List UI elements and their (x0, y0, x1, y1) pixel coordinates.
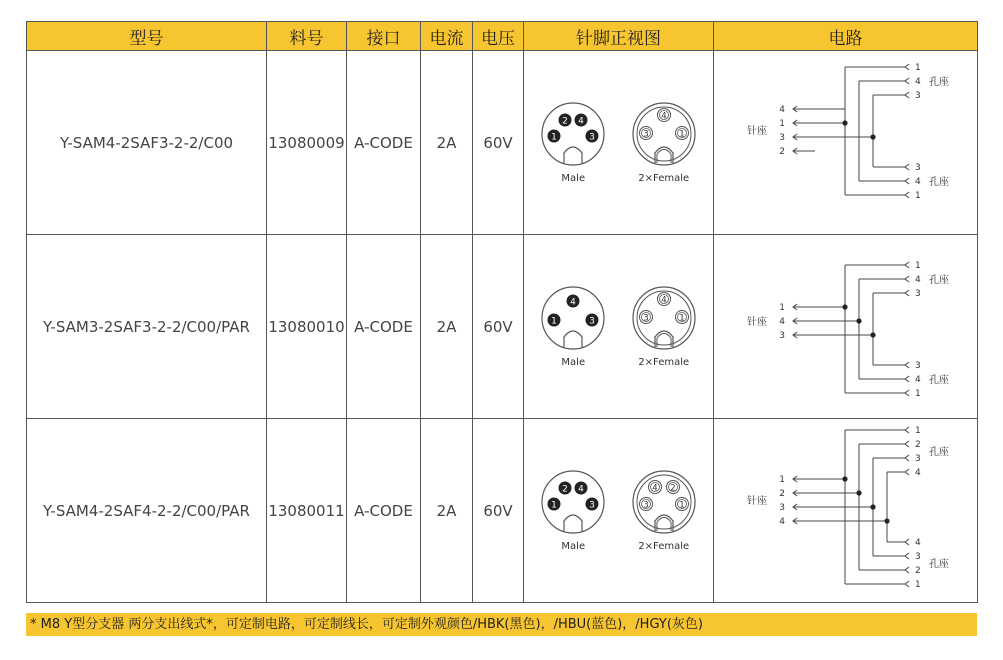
circuit-diagram (715, 424, 977, 594)
male-label: Male (561, 173, 586, 184)
male-pin-label: 3 (589, 316, 596, 327)
circuit-pin-label: 4 (914, 274, 921, 285)
interface-cell: A-CODE (347, 419, 421, 603)
circuit-pin-label: 4 (778, 516, 785, 527)
male-pin-label: 3 (589, 132, 596, 143)
male-pin-diagram (540, 101, 606, 167)
circuit-pin-label: 4 (914, 76, 921, 87)
female-pin-label: 1 (679, 129, 685, 140)
table-row (27, 235, 978, 419)
circuit-pin-label: 4 (914, 176, 921, 187)
model-cell: Y-SAM4-2SAF3-2-2/C00 (27, 51, 267, 235)
header-part: 料号 (267, 22, 347, 51)
circuit-pin-label: 3 (914, 453, 921, 464)
circuit-pin-label: 3 (914, 288, 921, 299)
header-current: 电流 (421, 22, 473, 51)
hole-label: 孔座 (928, 446, 949, 458)
female-connector (631, 469, 697, 552)
pin-side-label: 针座 (746, 125, 767, 137)
male-pin-diagram (540, 285, 606, 351)
voltage-cell: 60V (473, 51, 524, 235)
circuit-pin-label: 2 (778, 146, 785, 157)
circuit-pin-label: 1 (914, 190, 921, 201)
female-label: 2×Female (638, 357, 690, 368)
female-pin-label: 4 (661, 295, 667, 306)
female-label: 2×Female (638, 541, 690, 552)
hole-label: 孔座 (928, 274, 949, 286)
circuit-pin-label: 1 (914, 388, 921, 399)
female-pin-diagram (631, 469, 697, 535)
female-pin-diagram (631, 285, 697, 351)
pin-view-cell (524, 419, 714, 603)
female-pin-label: 1 (679, 313, 685, 324)
circuit-pin-label: 1 (778, 118, 785, 129)
circuit-pin-label: 4 (914, 467, 921, 478)
male-pin-diagram (540, 469, 606, 535)
circuit-pin-label: 4 (778, 316, 785, 327)
model-cell: Y-SAM4-2SAF4-2-2/C00/PAR (27, 419, 267, 603)
circuit-diagram (715, 245, 977, 405)
hole-label: 孔座 (928, 558, 949, 570)
female-connector (631, 101, 697, 184)
footer-note: * M8 Y型分支器 两分支出线式*，可定制电路，可定制线长，可定制外观颜色/HBK(黑色)，/HBU(蓝色)，/HGY(灰色) (26, 613, 977, 636)
female-pin-label: 4 (661, 111, 667, 122)
header-pin-view: 针脚正视图 (524, 22, 714, 51)
hole-label: 孔座 (928, 76, 949, 88)
pin-view-cell (524, 51, 714, 235)
circuit-pin-label: 4 (778, 104, 785, 115)
circuit-pin-label: 3 (914, 90, 921, 101)
header-interface: 接口 (347, 22, 421, 51)
male-pin-label: 2 (562, 116, 569, 127)
voltage-cell: 60V (473, 235, 524, 419)
circuit-pin-label: 3 (914, 551, 921, 562)
spec-table (26, 21, 978, 603)
male-pin-label: 4 (578, 116, 585, 127)
hole-label: 孔座 (928, 374, 949, 386)
female-pin-label: 4 (652, 483, 658, 494)
male-pin-label: 1 (551, 500, 558, 511)
circuit-pin-label: 1 (914, 425, 921, 436)
current-cell: 2A (421, 419, 473, 603)
female-pin-label: 3 (643, 500, 649, 511)
circuit-pin-label: 1 (778, 474, 785, 485)
circuit-pin-label: 3 (914, 360, 921, 371)
header-voltage: 电压 (473, 22, 524, 51)
circuit-pin-label: 1 (778, 302, 785, 313)
current-cell: 2A (421, 51, 473, 235)
circuit-cell (714, 419, 978, 603)
female-pin-label: 3 (643, 313, 649, 324)
circuit-cell (714, 51, 978, 235)
circuit-pin-label: 2 (914, 565, 921, 576)
male-connector (540, 101, 606, 184)
current-cell: 2A (421, 235, 473, 419)
circuit-pin-label: 1 (914, 62, 921, 73)
table-row (27, 419, 978, 603)
circuit-pin-label: 3 (778, 132, 785, 143)
circuit-cell (714, 235, 978, 419)
male-pin-label: 1 (551, 316, 558, 327)
part-cell: 13080009 (267, 51, 347, 235)
female-pin-label: 2 (670, 483, 676, 494)
header-circuit: 电路 (714, 22, 978, 51)
part-cell: 13080011 (267, 419, 347, 603)
header-row (27, 22, 978, 51)
part-cell: 13080010 (267, 235, 347, 419)
male-label: Male (561, 541, 586, 552)
pin-view-cell (524, 235, 714, 419)
male-pin-label: 3 (589, 500, 596, 511)
voltage-cell: 60V (473, 419, 524, 603)
circuit-pin-label: 1 (914, 579, 921, 590)
male-pin-label: 1 (551, 132, 558, 143)
circuit-pin-label: 2 (778, 488, 785, 499)
male-pin-label: 4 (570, 297, 577, 308)
female-label: 2×Female (638, 173, 690, 184)
circuit-pin-label: 3 (914, 162, 921, 173)
model-cell: Y-SAM3-2SAF3-2-2/C00/PAR (27, 235, 267, 419)
circuit-pin-label: 1 (914, 260, 921, 271)
male-pin-label: 2 (562, 484, 569, 495)
header-model: 型号 (27, 22, 267, 51)
male-connector (540, 469, 606, 552)
table-row (27, 51, 978, 235)
female-connector (631, 285, 697, 368)
male-label: Male (561, 357, 586, 368)
interface-cell: A-CODE (347, 235, 421, 419)
circuit-pin-label: 3 (778, 330, 785, 341)
circuit-pin-label: 4 (914, 374, 921, 385)
pin-side-label: 针座 (746, 316, 767, 328)
interface-cell: A-CODE (347, 51, 421, 235)
circuit-pin-label: 4 (914, 537, 921, 548)
hole-label: 孔座 (928, 176, 949, 188)
male-connector (540, 285, 606, 368)
female-pin-label: 3 (643, 129, 649, 140)
circuit-pin-label: 2 (914, 439, 921, 450)
male-pin-label: 4 (578, 484, 585, 495)
female-pin-diagram (631, 101, 697, 167)
circuit-pin-label: 3 (778, 502, 785, 513)
female-pin-label: 1 (679, 500, 685, 511)
pin-side-label: 针座 (746, 495, 767, 507)
circuit-diagram (715, 61, 977, 221)
